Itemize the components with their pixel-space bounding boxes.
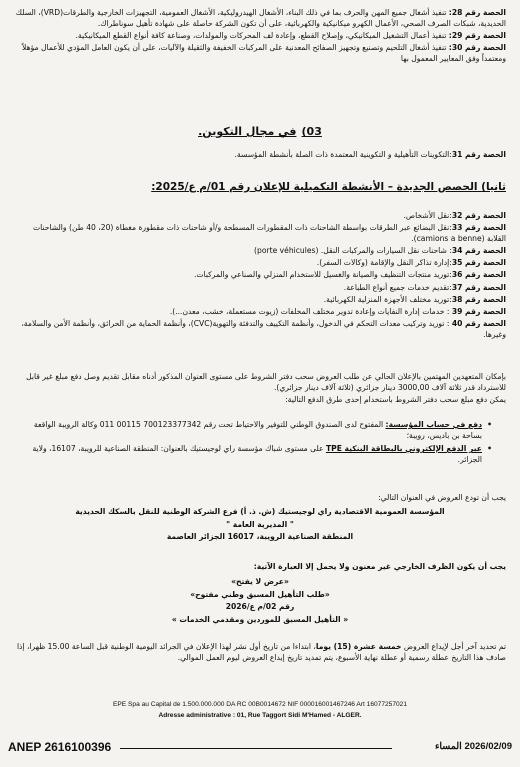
lot-36: الحصة رقم 36:توريد منتجات التنظيف والصيانة والغسيل للاستخدام المنزلي والصناعي والمركبات. [193,270,506,280]
lot-30: الحصة رقم 30: تنفيذ أشغال التلحيم وتصنيع وتجهيز الصفائح المعدنية على المركبات الخفيفة والثقيلة والآليات، على أن يكون العامل المؤدي للأعمال مؤهلاً ومعتمداً وفق المعايير المعمول بها [22,42,506,63]
lots-top [14,8,506,66]
new-lots-heading: ثانيا) الحصص الجديدة – الأنشطة التكميلية للإعلان رقم 01/م ع/2025: [151,181,506,193]
company-registration: EPE Spa au Capital de 1.500.000.000 DA RC 00B0014672 NIF 000016001467246 Art 16077257021 [112,701,408,708]
invitation-paragraph: بإمكان المتعهدين المهتمين بالإعلان الحالي عن طلب العروض سحب دفتر الشروط على مستوى العنوان المذكور أدناه مقابل تقديم وصل دفع مبلغ غير قابل للاسترداد قدر ثلاثة آلاف 3000,00 دينار جزائري (ثلاثة آلاف دينار جزائري). يمكن دفع مبلغ سحب دفتر الشروط باستخدام إحدى طرق الدفع التالية: [26,372,506,405]
lot-37: الحصة رقم 37:تقديم خدمات جميع أنواع الطباعة. [343,282,506,292]
lot-34: الحصة رقم 34: شاحنات نقل السيارات والمركبات النقل. (porte véhicules) [254,245,506,255]
section-title: في مجال التكوين. [198,125,297,138]
envelope-lines: «عرض لا يفتح» «طلب التأهيل المسبق وطني مفتوح» رقم 02/م ع/2026 « التأهيل المسبق للموردين ومقدمي الخدمات » [171,577,349,624]
envelope-block: يجب أن يكون الظرف الخارجي غير معنون ولا يحمل إلا العبارة الآتية: [253,562,506,571]
deadline-paragraph: تم تحديد آخر أجل لإيداع العروض خمسة عشرة (15) يوما، ابتداءا من تاريخ أول نشر لهذا الإعلان في الجرائد اليومية الوطنية قبل الساعة 15.00 ظهرا، إذا صادف هذا التاريخ عطلة رسمية أو عطلة نهاية الأسبوع، يتم تمديد تاريخ إيداع العروض ليوم العمل الموالي. [16,642,506,662]
publication-date: 2026/02/09 المساء [434,741,512,752]
lot-39: الحصة رقم 39 : خدمات إدارة النفايات وإعادة تدوير مختلف المخلفات (زيوت مستعملة، خشب، معدن...). [169,306,506,316]
lots-new [14,211,506,342]
payment-methods [14,420,494,468]
lot-28: الحصة رقم 28: تنفيذ أشغال جميع المهن والحرف بما في ذلك البناء، الأشغال الهيدروليكية، الأشغال العمومية، التجهيزات الخارجية والطرقات(VRD)، السلك الحديدية، شبكات الصرف الصحي، الأعمال الكهرو ميكانيكية والكهربائية، على أن تكون الشركة حاصلة على شهادة تأهيل سوناطراك. [15,8,506,28]
lot-33: الحصة رقم 33:نقل البضائع عبر الطرقات بواسطة الشاحنات ذات المقطورات المسطحة و/أو شاحنات ذات مقطورة مغطاة (20، 40 طن) والشاحنات القلابة (camions a benne). [32,223,506,243]
address-lines: المؤسسة العمومية الاقتصادية راي لوجيستيك (ش. ذ. أ) فرع الشركة الوطنية للنقل بالسكك الحديدية " المديرية العامة " المنطقة الصناعية الرويبة، 16017 الجزائر العاصمة [75,507,445,542]
section-number: 03) [301,125,322,138]
bottom-bar [8,738,512,760]
payment-account: • دفع في حساب المؤسسة: المفتوح لدى الصندوق الوطني للتوفير والاحتياط تحت رقم 700123377342 00115 011 وكالة الرويبة الواقعة بساحة بن باديس، رويبة؛ [14,420,494,441]
bottom-rule [120,748,392,749]
company-address: Adresse administrative : 01, Rue Taggort Sidi M'Hamed - ALGER. [158,712,362,719]
lot-32: الحصة رقم 32:نقل الأشخاص. [403,211,506,220]
section-training-heading [14,120,506,139]
anep-reference: ANEP 2616100396 [8,740,112,754]
lot-29: الحصة رقم 29: تنفيذ أعمال التشغيل الميكانيكي، وإصلاح القطع، وإعادة لف المحركات والمولدات، وصناعة كافة أنواع القطع الميكانيكية. [75,30,506,40]
address-block: يجب أن تودع العروض في العنوان التالي: [378,493,506,502]
lot-35: الحصة رقم 35:إدارة تذاكر النقل والإقامة (وكالات السفر). [316,258,506,268]
lot-31: الحصة رقم 31:التكوينات التأهيلية و التكوينية المعتمدة ذات الصلة بأنشطة المؤسسة. [234,150,506,159]
lot-40: الحصة رقم 40 : توريد وتركيب معدات التحكم في الدخول، وأنظمة التكييف والتدفئة والتهوية(CVC)، وأنظمة الحماية من الحرائق، وأنظمة الأمن والسلامة، وغيرها. [21,319,506,339]
payment-tpe: • عبر الدفع الإلكتروني بالبطاقة البنكية TPE على مستوى شباك مؤسسة راي لوجيستيك بالعنوان: المنطقة الصناعية للرويبة، 16107، ولاية الجزائر. [14,444,494,465]
lot-38: الحصة رقم 38:توريد مختلف الأجهزة المنزلية الكهربائية. [323,294,506,304]
